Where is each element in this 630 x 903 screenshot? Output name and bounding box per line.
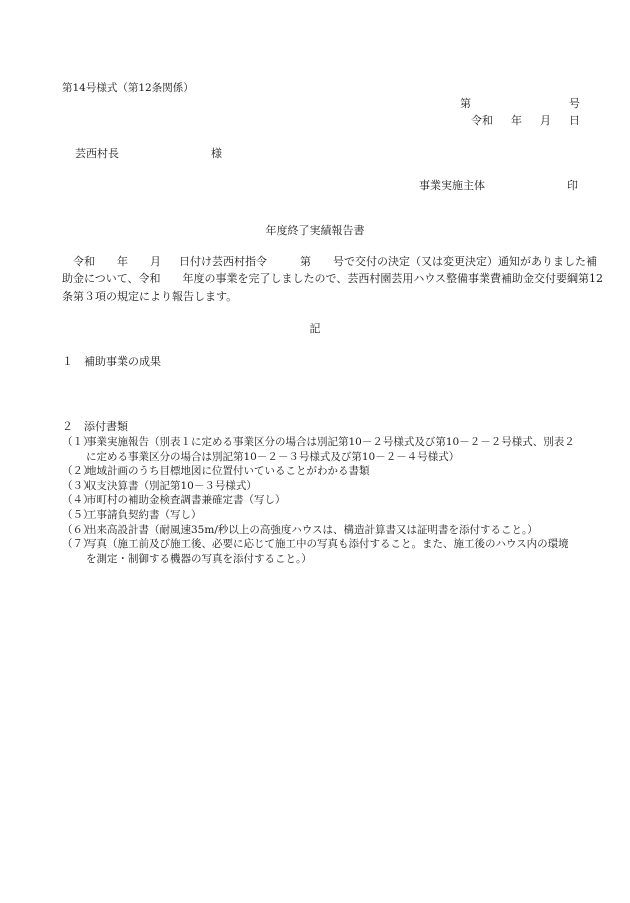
sender (419, 179, 578, 193)
item-number: （６） (62, 523, 94, 536)
item-number: （７） (62, 538, 94, 551)
item-line: 市町村の補助金検査調書兼確定書（写し） (86, 494, 286, 507)
item-line: 出来高設計書（耐風速35m/秒以上の高強度ハウスは、構造計算書又は証明書を添付すること。） (86, 523, 538, 536)
document-number-line (460, 97, 580, 111)
attachment-list (62, 435, 602, 566)
body-line-1 (62, 255, 597, 269)
attachment-item-3 (62, 479, 602, 494)
item-line: 工事請負契約書（写し） (86, 508, 202, 521)
date-month: 月 (540, 114, 551, 127)
attachment-item-7 (62, 537, 602, 566)
attachment-item-2 (62, 464, 602, 479)
body-month: 月 (150, 255, 161, 268)
ki-marker: 記 (309, 322, 321, 335)
item-line: 事業実施報告（別表１に定める事業区分の場合は別記第10－２号様式及び第10－２－２号様式、別表２ (86, 436, 575, 448)
body-era: 令和 (73, 255, 95, 268)
body-line-3: 条第３項の規定により報告します。 (62, 290, 238, 303)
attachment-item-1 (62, 435, 602, 464)
item-line: 収支決算書（別記第10－３号様式） (86, 479, 257, 492)
document-title: 年度終了実績報告書 (265, 224, 365, 237)
item-line: 地域計画のうち目標地図に位置付いていることがわかる書類 (86, 465, 370, 478)
seal-mark: 印 (567, 179, 578, 192)
item-line: に定める事業区分の場合は別記第10－２－３号様式及び第10－２－４号様式） (86, 450, 460, 463)
body-line-1-tail: 号で交付の決定（又は変更決定）通知がありました補 (333, 255, 597, 268)
item-number: （３） (62, 479, 94, 492)
item-line: を測定・制御する機器の写真を添付すること。） (86, 552, 312, 565)
date-day: 日 (569, 114, 580, 127)
attachment-item-6 (62, 523, 602, 538)
body-year: 年 (117, 255, 128, 268)
number-prefix: 第 (460, 97, 471, 110)
number-suffix: 号 (569, 97, 580, 110)
body-number-prefix: 第 (300, 255, 311, 268)
item-number: （１） (62, 436, 94, 448)
sender-label: 事業実施主体 (419, 179, 485, 192)
addressee-name: 芸西村長 (75, 147, 119, 160)
date-year: 年 (511, 114, 522, 127)
date-era: 令和 (471, 114, 493, 127)
addressee-honorific: 様 (211, 147, 222, 160)
body-line-2: 助金について、令和 年度の事業を完了しましたので、芸西村園芸用ハウス整備事業費補助金交付要綱第12 (62, 272, 604, 285)
attachment-item-4 (62, 493, 602, 508)
attachment-item-5 (62, 508, 602, 523)
section-2-heading: ２ 添付書類 (62, 420, 128, 433)
body-date-ref: 日付け芸西村指令 (179, 255, 267, 268)
item-number: （５） (62, 508, 94, 521)
item-line: 写真（施工前及び施工後、必要に応じて施工中の写真も添付すること。また、施工後のハウス内の環境 (86, 538, 569, 551)
form-number: 第14号様式（第12条関係） (62, 82, 194, 94)
item-number: （４） (62, 494, 94, 507)
addressee (75, 147, 222, 161)
item-number: （２） (62, 465, 94, 478)
date-line (471, 114, 580, 128)
section-1-heading: １ 補助事業の成果 (62, 355, 161, 368)
